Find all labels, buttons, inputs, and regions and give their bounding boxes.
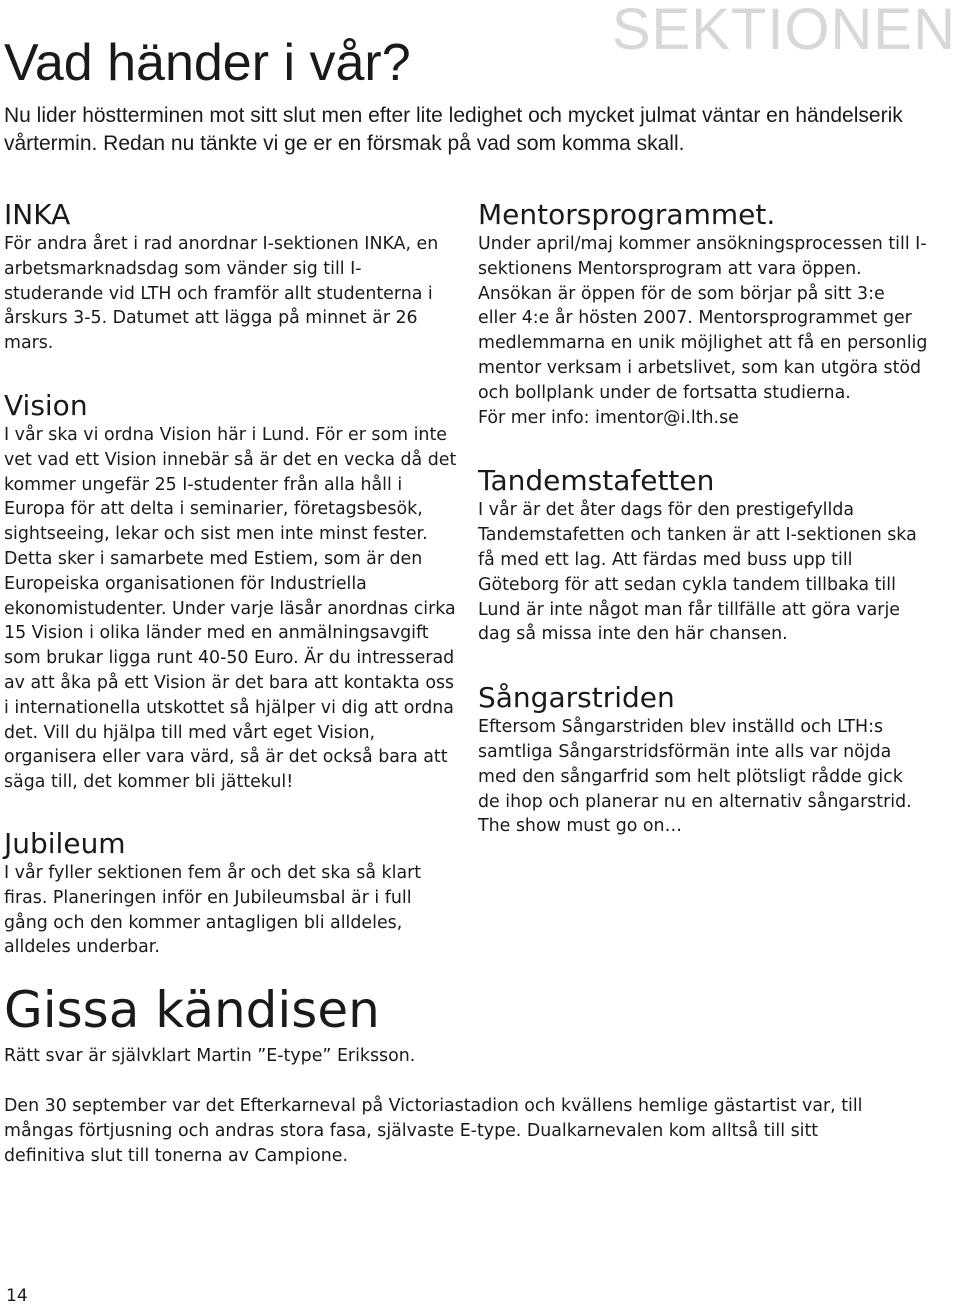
- inka-heading: INKA: [4, 198, 71, 231]
- tandem-heading: Tandemstafetten: [478, 464, 715, 498]
- sangar-body: Eftersom Sångarstriden blev inställd och LTH:s samtliga Sångarstridsförmän inte alls var nöjda med den sångarfrid som helt plötsligt rådde gick de ihop och planerar nu en alternativ sångarstrid.: [478, 717, 912, 812]
- inka-body: För andra året i rad anordnar I-sektionen INKA, en arbetsmarknadsdag som vänder sig till I-studerande vid LTH och framför allt studenterna i årskurs 3-5. Datumet att lägga på minnet är 26 mars.: [4, 234, 439, 354]
- page-title: Vad händer i vår?: [4, 34, 411, 92]
- intro-paragraph: Nu lider höstterminen mot sitt slut men efter lite ledighet och mycket julmat väntar en händelserik vårtermin. Redan nu tänkte vi ge er en försmak på vad som komma skall.: [4, 104, 903, 155]
- jubileum-section: [4, 827, 459, 960]
- jubileum-heading: Jubileum: [4, 826, 126, 860]
- right-column: [478, 198, 928, 839]
- section-tag: SEKTIONEN: [611, 0, 956, 62]
- gissa-answer: Rätt svar är självklart Martin ”E-type” Eriksson.: [4, 1046, 416, 1066]
- mentor-body: Under april/maj kommer ansökningsprocessen till I-sektionens Mentorsprogram att vara öppen. Ansökan är öppen för de som börjar på sitt 3:e eller 4:e år hösten 2007. Mentorsprogrammet ger medlemmarna en unik möjlighet att få en personlig mentor verksam i arbetslivet, som kan utgöra stöd och bollplank under de fortsatta studierna.: [478, 234, 928, 403]
- sangar-section: [478, 681, 928, 839]
- inka-section: [4, 198, 459, 356]
- gissa-title: Gissa kändisen: [4, 981, 380, 1039]
- tandem-body: I vår är det åter dags för den prestigefyllda Tandemstafetten och tanken är att I-sektionen ska få med ett lag. Att färdas med buss upp till Göteborg för att sedan cykla tandem tillbaka till Lund är inte något man får tillfälle att göra varje dag så missa inte den här chansen.: [478, 500, 917, 645]
- left-column: [4, 198, 459, 960]
- mentor-heading: Mentorsprogrammet.: [478, 198, 776, 231]
- jubileum-body: I vår fyller sektionen fem år och det ska så klart firas. Planeringen inför en Jubileumsbal är i full gång och den kommer antagligen bli alldeles, alldeles underbar.: [4, 862, 422, 958]
- vision-heading: Vision: [4, 388, 88, 422]
- gissa-text: Den 30 september var det Efterkarneval på Victoriastadion och kvällens hemlige gästartist var, till mångas förtjusning och andras stora fasa, självaste E-type. Dualkarnevalen kom alltså till sitt definitiva slut till tonerna av Campione.: [4, 1096, 863, 1166]
- vision-body: I vår ska vi ordna Vision här i Lund. För er som inte vet vad ett Vision innebär så är det en vecka då det kommer ungefär 25 I-studenter från alla håll i Europa för att delta i seminarier, företagsbesök, sightseeing, lekar och sist men inte minst fester. Detta sker i samarbete med Estiem, som är den Europeiska organisationen för Industriella ekonomistudenter. Under varje läsår anordnas cirka 15 Vision i olika länder med en anmälningsavgift som brukar ligga runt 40-50 Euro. Är du intresserad av att åka på ett Vision är det bara att kontakta oss i internationella utskottet så hjälper vi dig att ordna det. Vill du hjälpa till med vårt eget Vision, organisera eller vara värd, så är det också bara att säga till, det kommer bli jättekul!: [4, 424, 457, 793]
- vision-section: [4, 389, 459, 795]
- mentor-contact: För mer info: imentor@i.lth.se: [478, 407, 739, 428]
- sangar-closing: The show must go on…: [478, 816, 682, 837]
- tandem-section: [478, 464, 928, 647]
- page-number: 14: [6, 1286, 28, 1306]
- sangar-heading: Sångarstriden: [478, 681, 675, 715]
- mentor-section: [478, 198, 928, 430]
